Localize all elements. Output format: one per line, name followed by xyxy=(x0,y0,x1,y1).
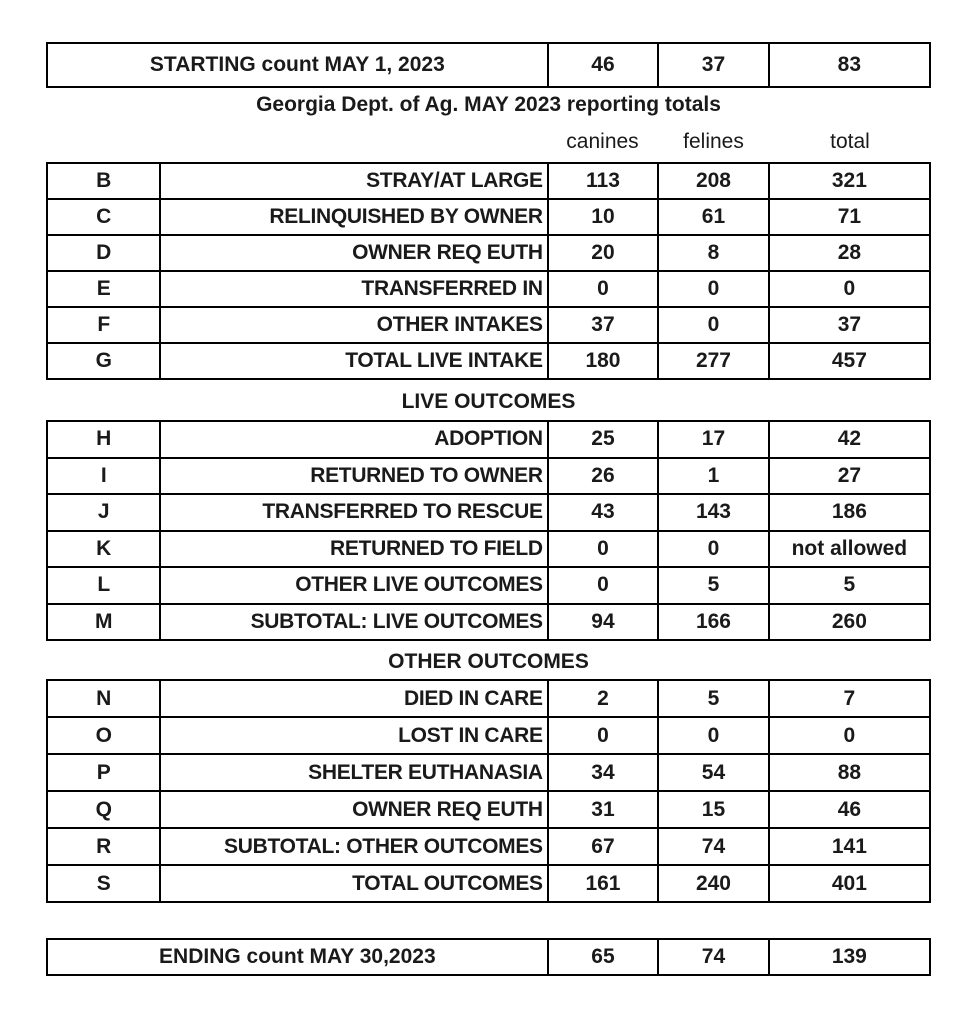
row-code: R xyxy=(96,834,112,858)
row-label: RELINQUISHED BY OWNER xyxy=(159,200,546,234)
row-label: RETURNED TO OWNER xyxy=(159,459,546,494)
row-code: N xyxy=(96,686,112,710)
starting-canines: 46 xyxy=(547,44,658,86)
row-total: 186 xyxy=(768,495,929,530)
column-header-canines: canines xyxy=(566,130,639,153)
table-row xyxy=(46,827,931,866)
row-code: B xyxy=(96,169,112,192)
row-total: 5 xyxy=(768,568,929,603)
row-felines: 208 xyxy=(657,164,768,198)
row-code: S xyxy=(96,871,111,895)
report-title: Georgia Dept. of Ag. MAY 2023 reporting totals xyxy=(256,93,721,116)
row-canines: 180 xyxy=(547,344,658,378)
row-canines: 25 xyxy=(547,422,658,457)
ending-felines: 74 xyxy=(657,940,768,974)
row-canines: 161 xyxy=(547,866,658,901)
row-total: 321 xyxy=(768,164,929,198)
row-label: SHELTER EUTHANASIA xyxy=(159,755,546,790)
row-label: RETURNED TO FIELD xyxy=(159,532,546,567)
row-label: TOTAL OUTCOMES xyxy=(159,866,546,901)
starting-count-row xyxy=(46,42,931,88)
row-canines: 0 xyxy=(547,532,658,567)
row-total: 28 xyxy=(768,236,929,270)
table-row xyxy=(46,457,931,496)
row-code: P xyxy=(96,760,111,784)
row-code: J xyxy=(97,500,110,524)
row-code: H xyxy=(96,427,112,451)
row-total: 141 xyxy=(768,829,929,864)
other-outcomes-title: OTHER OUTCOMES xyxy=(388,650,589,673)
row-canines: 2 xyxy=(547,681,658,716)
column-headers xyxy=(46,130,931,154)
row-total: 71 xyxy=(768,200,929,234)
row-label: DIED IN CARE xyxy=(159,681,546,716)
table-row xyxy=(46,493,931,532)
row-total: not allowed xyxy=(768,532,929,567)
ending-total: 139 xyxy=(768,940,929,974)
row-label: OTHER INTAKES xyxy=(159,308,546,342)
table-row xyxy=(46,306,931,344)
row-canines: 67 xyxy=(547,829,658,864)
row-total: 37 xyxy=(768,308,929,342)
table-row xyxy=(46,420,931,459)
row-label: STRAY/AT LARGE xyxy=(159,164,546,198)
row-felines: 0 xyxy=(657,532,768,567)
row-felines: 74 xyxy=(657,829,768,864)
row-felines: 54 xyxy=(657,755,768,790)
ending-canines: 65 xyxy=(547,940,658,974)
row-total: 88 xyxy=(768,755,929,790)
row-label: SUBTOTAL: OTHER OUTCOMES xyxy=(159,829,546,864)
row-canines: 0 xyxy=(547,568,658,603)
row-canines: 20 xyxy=(547,236,658,270)
row-felines: 240 xyxy=(657,866,768,901)
table-row xyxy=(46,234,931,272)
table-row xyxy=(46,603,931,642)
row-label: OTHER LIVE OUTCOMES xyxy=(159,568,546,603)
table-row xyxy=(46,864,931,903)
row-label: LOST IN CARE xyxy=(159,718,546,753)
row-felines: 0 xyxy=(657,308,768,342)
table-row xyxy=(46,679,931,718)
row-canines: 10 xyxy=(547,200,658,234)
row-code: K xyxy=(96,536,112,560)
table-row xyxy=(46,790,931,829)
row-code: I xyxy=(100,463,107,487)
table-row xyxy=(46,162,931,200)
table-row xyxy=(46,342,931,380)
row-total: 46 xyxy=(768,792,929,827)
row-label: OWNER REQ EUTH xyxy=(159,792,546,827)
row-total: 260 xyxy=(768,605,929,640)
row-canines: 94 xyxy=(547,605,658,640)
row-label: OWNER REQ EUTH xyxy=(159,236,546,270)
row-felines: 1 xyxy=(657,459,768,494)
row-felines: 0 xyxy=(657,272,768,306)
row-total: 0 xyxy=(768,272,929,306)
starting-felines: 37 xyxy=(657,44,768,86)
table-row xyxy=(46,530,931,569)
row-canines: 0 xyxy=(547,718,658,753)
live-outcomes-title: LIVE OUTCOMES xyxy=(401,390,576,413)
ending-count-label: ENDING count MAY 30,2023 xyxy=(159,945,436,968)
row-canines: 113 xyxy=(547,164,658,198)
starting-count-label: STARTING count MAY 1, 2023 xyxy=(149,53,445,76)
starting-total: 83 xyxy=(768,44,929,86)
row-felines: 5 xyxy=(657,568,768,603)
row-label: TRANSFERRED TO RESCUE xyxy=(159,495,546,530)
table-row xyxy=(46,716,931,755)
row-code: M xyxy=(94,609,113,633)
row-felines: 8 xyxy=(657,236,768,270)
row-label: TOTAL LIVE INTAKE xyxy=(159,344,546,378)
row-code: L xyxy=(97,573,111,597)
row-code: C xyxy=(96,205,112,228)
row-felines: 277 xyxy=(657,344,768,378)
row-felines: 5 xyxy=(657,681,768,716)
row-total: 457 xyxy=(768,344,929,378)
row-label: ADOPTION xyxy=(159,422,546,457)
row-code: O xyxy=(95,723,112,747)
table-row xyxy=(46,566,931,605)
row-felines: 0 xyxy=(657,718,768,753)
column-header-felines: felines xyxy=(683,130,744,153)
row-code: E xyxy=(96,277,111,300)
row-total: 27 xyxy=(768,459,929,494)
row-felines: 17 xyxy=(657,422,768,457)
ending-count-row xyxy=(46,938,931,976)
row-total: 42 xyxy=(768,422,929,457)
row-canines: 37 xyxy=(547,308,658,342)
table-row xyxy=(46,753,931,792)
row-total: 7 xyxy=(768,681,929,716)
row-felines: 61 xyxy=(657,200,768,234)
row-code: Q xyxy=(95,797,112,821)
row-canines: 34 xyxy=(547,755,658,790)
row-felines: 166 xyxy=(657,605,768,640)
column-header-total: total xyxy=(830,130,870,153)
row-total: 0 xyxy=(768,718,929,753)
row-canines: 0 xyxy=(547,272,658,306)
row-canines: 31 xyxy=(547,792,658,827)
row-felines: 143 xyxy=(657,495,768,530)
table-row xyxy=(46,198,931,236)
row-total: 401 xyxy=(768,866,929,901)
row-code: F xyxy=(97,313,111,336)
row-canines: 26 xyxy=(547,459,658,494)
row-label: TRANSFERRED IN xyxy=(159,272,546,306)
row-code: G xyxy=(95,349,112,372)
table-row xyxy=(46,270,931,308)
row-label: SUBTOTAL: LIVE OUTCOMES xyxy=(159,605,546,640)
row-canines: 43 xyxy=(547,495,658,530)
row-felines: 15 xyxy=(657,792,768,827)
row-code: D xyxy=(96,241,112,264)
